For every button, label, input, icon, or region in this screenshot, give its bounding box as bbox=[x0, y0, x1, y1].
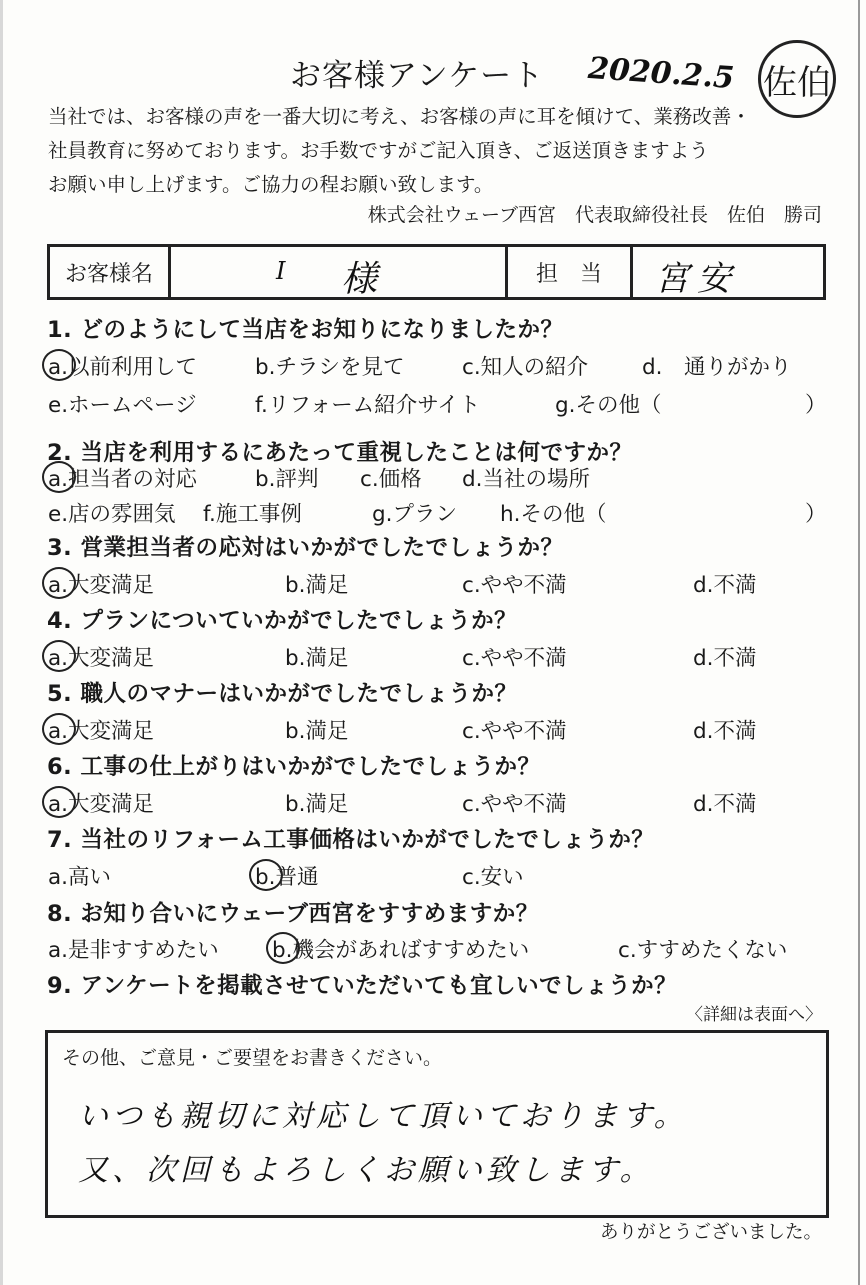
q1-option-d[interactable]: d. 通りがかり bbox=[642, 355, 792, 380]
q7-option-b[interactable]: b.普通 bbox=[255, 865, 319, 890]
selection-circle bbox=[42, 713, 76, 745]
selection-circle bbox=[266, 932, 300, 964]
q5-option-c[interactable]: c.やや不満 bbox=[462, 719, 567, 744]
q7-option-c[interactable]: c.安い bbox=[462, 865, 524, 890]
staff-field[interactable] bbox=[632, 246, 825, 299]
q1-option-g[interactable]: g.その他（ bbox=[555, 393, 662, 418]
staff-name: 宮安 bbox=[655, 259, 739, 299]
q5-option-b[interactable]: b.満足 bbox=[285, 719, 349, 744]
question-4: 4. プランについていかがでしたでしょうか？ bbox=[47, 608, 518, 634]
intro-line: 当社では、お客様の声を一番大切に考え、お客様の声に耳を傾けて、業務改善・ bbox=[48, 105, 751, 128]
q4-option-c[interactable]: c.やや不満 bbox=[462, 646, 567, 671]
question-8: 8. お知り合いにウェーブ西宮をすすめますか？ bbox=[47, 901, 539, 927]
customer-name-field[interactable] bbox=[170, 246, 507, 299]
q2-option-g[interactable]: g.プラン bbox=[372, 502, 457, 527]
company-signature: 株式会社ウェーブ西宮 代表取締役社長 佐伯 勝司 bbox=[367, 204, 822, 226]
q1-option-f[interactable]: f.リフォーム紹介サイト bbox=[255, 393, 481, 418]
q5-option-d[interactable]: d.不満 bbox=[693, 719, 757, 744]
question-5: 5. 職人のマナーはいかがでしたでしょうか？ bbox=[47, 681, 518, 707]
customer-table bbox=[47, 244, 826, 300]
q5-option-a[interactable]: a.大変満足 bbox=[48, 719, 155, 744]
handwritten-date: 2020.2.5 bbox=[586, 50, 736, 97]
q7-option-a[interactable]: a.高い bbox=[48, 865, 112, 890]
comment-line: いつも親切に対応して頂いております。 bbox=[78, 1099, 688, 1134]
question-7: 7. 当社のリフォーム工事価格はいかがでしたでしょうか？ bbox=[47, 827, 655, 853]
q3-option-b[interactable]: b.満足 bbox=[285, 573, 349, 598]
selection-circle bbox=[42, 349, 76, 381]
q6-option-d[interactable]: d.不満 bbox=[693, 792, 757, 817]
selection-circle bbox=[42, 461, 76, 493]
question-2: 2. 当店を利用するにあたって重視したことは何ですか？ bbox=[47, 440, 633, 466]
question-3: 3. 営業担当者の応対はいかがでしたでしょうか？ bbox=[47, 535, 564, 561]
q6-option-b[interactable]: b.満足 bbox=[285, 792, 349, 817]
q4-option-a[interactable]: a.大変満足 bbox=[48, 646, 155, 671]
q1-option-c[interactable]: c.知人の紹介 bbox=[462, 355, 589, 380]
intro-text bbox=[48, 100, 751, 202]
selection-circle bbox=[42, 786, 76, 818]
q2-option-f[interactable]: f.施工事例 bbox=[203, 502, 302, 527]
survey-title: お客様アンケート bbox=[290, 58, 545, 94]
scan-edge-left bbox=[0, 0, 3, 1285]
q4-option-d[interactable]: d.不満 bbox=[693, 646, 757, 671]
thanks-text: ありがとうございました。 bbox=[599, 1222, 822, 1243]
q2-option-h[interactable]: h.その他（ bbox=[500, 502, 607, 527]
q3-option-d[interactable]: d.不満 bbox=[693, 573, 757, 598]
intro-line: 社員教育に努めております。お手数ですがご記入頂き、ご返送頂きますよう bbox=[48, 139, 709, 162]
q2-option-c[interactable]: c.価格 bbox=[360, 467, 422, 492]
detail-note: 〈詳細は表面へ〉 bbox=[686, 1005, 822, 1025]
bracket-close: ） bbox=[805, 502, 827, 527]
customer-honorific: 様 bbox=[341, 259, 378, 300]
comment-line: 又、次回もよろしくお願い致します。 bbox=[78, 1153, 654, 1188]
q2-option-d[interactable]: d.当社の場所 bbox=[462, 467, 590, 492]
selection-circle bbox=[249, 859, 283, 891]
selection-circle bbox=[42, 567, 76, 599]
customer-initial: I bbox=[276, 257, 286, 285]
q6-option-c[interactable]: c.やや不満 bbox=[462, 792, 567, 817]
q6-option-a[interactable]: a.大変満足 bbox=[48, 792, 155, 817]
q4-option-b[interactable]: b.満足 bbox=[285, 646, 349, 671]
q8-option-b[interactable]: b.機会があればすすめたい bbox=[272, 938, 530, 963]
staff-label: 担 当 bbox=[507, 246, 632, 299]
intro-line: お願い申し上げます。ご協力の程お願い致します。 bbox=[48, 173, 494, 196]
question-6: 6. 工事の仕上がりはいかがでしたでしょうか？ bbox=[47, 754, 541, 780]
q2-option-b[interactable]: b.評判 bbox=[255, 467, 319, 492]
question-9: 9. アンケートを掲載させていただいても宜しいでしょうか？ bbox=[47, 973, 678, 999]
comment-heading: その他、ご意見・ご要望をお書きください。 bbox=[62, 1047, 443, 1069]
seal-stamp: 佐伯 bbox=[758, 40, 836, 118]
q1-option-e[interactable]: e.ホームページ bbox=[48, 393, 197, 418]
scan-edge-right bbox=[858, 0, 860, 1285]
q8-option-c[interactable]: c.すすめたくない bbox=[618, 938, 788, 963]
q2-option-e[interactable]: e.店の雰囲気 bbox=[48, 502, 176, 527]
customer-name-label: お客様名 bbox=[49, 246, 170, 299]
comment-box[interactable] bbox=[45, 1030, 829, 1218]
q1-option-a[interactable]: a.以前利用して bbox=[48, 355, 198, 380]
q2-option-a[interactable]: a.担当者の対応 bbox=[48, 467, 198, 492]
q1-option-b[interactable]: b.チラシを見て bbox=[255, 355, 405, 380]
bracket-close: ） bbox=[805, 393, 827, 418]
question-1: 1. どのようにして当店をお知りになりましたか？ bbox=[47, 317, 564, 343]
q8-option-a[interactable]: a.是非すすめたい bbox=[48, 938, 219, 963]
q3-option-a[interactable]: a.大変満足 bbox=[48, 573, 155, 598]
q3-option-c[interactable]: c.やや不満 bbox=[462, 573, 567, 598]
selection-circle bbox=[42, 640, 76, 672]
